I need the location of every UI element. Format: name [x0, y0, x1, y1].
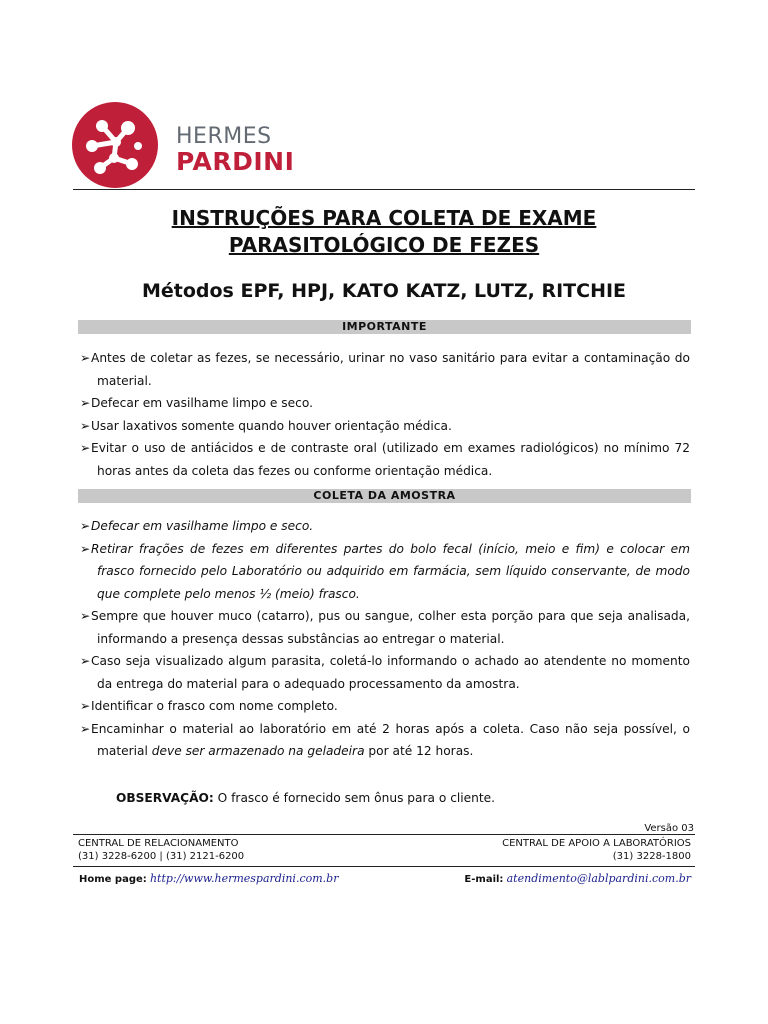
section-heading-importante: IMPORTANTE — [78, 320, 691, 334]
email-link[interactable]: atendimento@lablpardini.com.br — [506, 872, 691, 885]
list-item: ➢Antes de coletar as fezes, se necessário, urinar no vaso sanitário para evitar a contaminação do material. — [80, 347, 690, 392]
bullet-arrow-icon: ➢ — [80, 351, 91, 365]
central-relacionamento-title: CENTRAL DE RELACIONAMENTO — [78, 838, 239, 849]
observation-label: OBSERVAÇÃO: — [116, 791, 214, 805]
section-heading-coleta: COLETA DA AMOSTRA — [78, 489, 691, 503]
list-item: ➢Retirar frações de fezes em diferentes partes do bolo fecal (início, meio e fim) e colocar em frasco fornecido pelo Laboratório ou adquirido em farmácia, sem líquido conservante, de modo que complete pelo menos ½ (meio) frasco. — [80, 538, 690, 606]
homepage-label: Home page: — [79, 874, 147, 885]
importante-list — [80, 347, 690, 482]
page-title-line2: PARASITOLÓGICO DE FEZES — [228, 233, 540, 257]
logo-molecule-icon — [72, 102, 158, 188]
methods-subtitle: Métodos EPF, HPJ, KATO KATZ, LUTZ, RITCHIE — [141, 280, 627, 302]
bullet-arrow-icon: ➢ — [80, 654, 91, 668]
list-item: ➢Encaminhar o material ao laboratório em até 2 horas após a coleta. Caso não seja possível, o material deve ser armazenado na geladeira por até 12 horas. — [80, 718, 690, 763]
page-title — [73, 205, 695, 259]
central-apoio-title: CENTRAL DE APOIO A LABORATÓRIOS — [502, 838, 691, 849]
homepage-link[interactable]: http://www.hermespardini.com.br — [149, 872, 339, 885]
bullet-arrow-icon: ➢ — [80, 441, 91, 455]
list-item: ➢Defecar em vasilhame limpo e seco. — [80, 392, 690, 415]
email-label: E-mail: — [464, 874, 504, 885]
footer-divider-top — [73, 834, 695, 835]
coleta-list — [80, 515, 690, 763]
version-label: Versão 03 — [644, 823, 694, 834]
observation-text: O frasco é fornecido sem ônus para o cliente. — [213, 791, 496, 805]
list-item: ➢Usar laxativos somente quando houver orientação médica. — [80, 415, 690, 438]
list-item: ➢Evitar o uso de antiácidos e de contraste oral (utilizado em exames radiológicos) no mínimo 72 horas antes da coleta das fezes ou conforme orientação médica. — [80, 437, 690, 482]
hermes-pardini-logo — [72, 102, 322, 188]
footer-divider-bottom — [73, 866, 695, 867]
central-apoio — [502, 838, 691, 863]
logo-text-pardini: PARDINI — [176, 147, 295, 176]
bullet-arrow-icon: ➢ — [80, 396, 91, 410]
central-relacionamento-phones: (31) 3228-6200 | (31) 2121-6200 — [78, 850, 245, 862]
page-title-line1: INSTRUÇÕES PARA COLETA DE EXAME — [171, 206, 597, 230]
central-relacionamento — [78, 838, 244, 863]
bullet-arrow-icon: ➢ — [80, 721, 91, 736]
list-item: ➢Defecar em vasilhame limpo e seco. — [80, 515, 690, 538]
central-apoio-phone: (31) 3228-1800 — [612, 850, 691, 862]
list-item: ➢Identificar o frasco com nome completo. — [80, 695, 690, 718]
bullet-arrow-icon: ➢ — [80, 609, 91, 623]
header-divider — [73, 189, 695, 190]
bullet-arrow-icon: ➢ — [80, 519, 91, 533]
email-info — [464, 872, 691, 885]
list-item: ➢Sempre que houver muco (catarro), pus ou sangue, colher esta porção para que seja analisada, informando a presença dessas substâncias ao entregar o material. — [80, 605, 690, 650]
observation-note — [116, 791, 495, 805]
bullet-arrow-icon: ➢ — [80, 541, 91, 556]
list-item: ➢Caso seja visualizado algum parasita, coletá-lo informando o achado ao atendente no momento da entrega do material para o adequado processamento da amostra. — [80, 650, 690, 695]
bullet-arrow-icon: ➢ — [80, 699, 91, 713]
logo-text-hermes: HERMES — [176, 124, 272, 149]
bullet-arrow-icon: ➢ — [80, 418, 91, 433]
homepage-info — [79, 872, 338, 885]
